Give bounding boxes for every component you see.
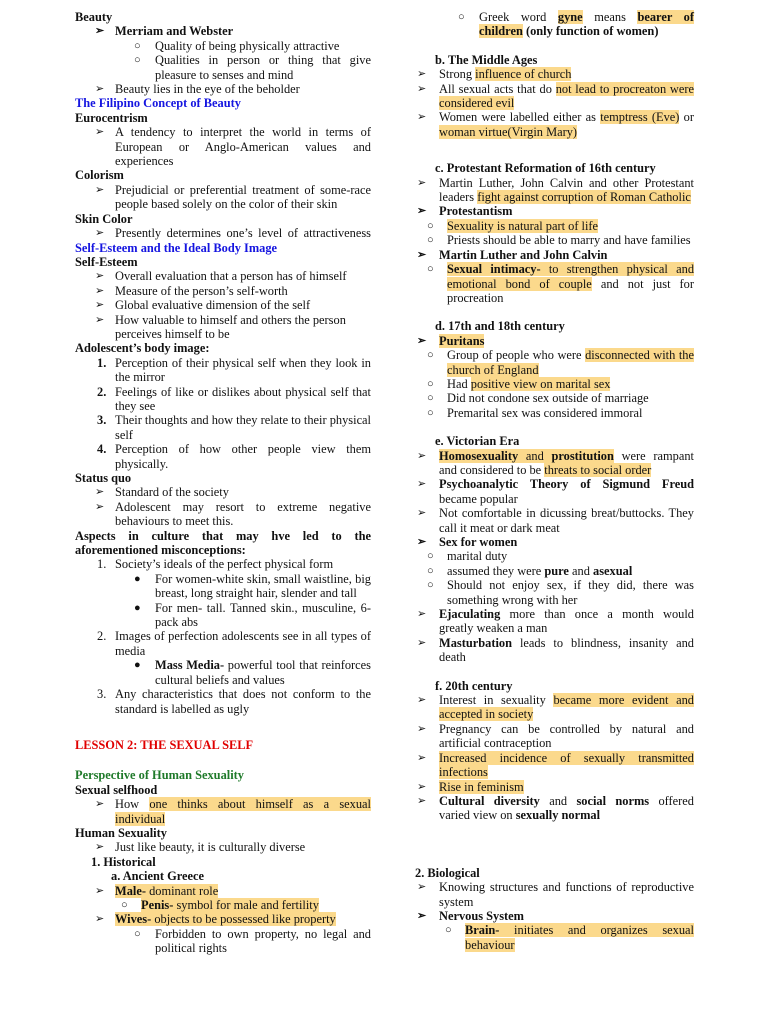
list-item: ➢ Strong influence of church <box>417 67 572 82</box>
circle-icon: ○ <box>458 11 465 23</box>
arrow-icon: ➢ <box>95 284 105 297</box>
list-item: ➢ How valuable to himself and others the person perceives himself to be <box>95 312 346 341</box>
list-item: ➢ Ejaculating more than once a month would greatly weaken a man <box>417 607 694 636</box>
arrow-icon: ➢ <box>417 608 427 621</box>
circle-icon: ○ <box>427 392 434 405</box>
list-item: ➢ How one thinks about himself as a sexual individual <box>95 797 371 826</box>
heading-middle-ages: b. The Middle Ages <box>435 52 538 67</box>
sub-item: ○ Brain- initiates and organizes sexual behaviour <box>445 923 694 952</box>
heading-perspective: Perspective of Human Sexuality <box>75 768 244 783</box>
heading-biological: 2. Biological <box>415 865 480 880</box>
heading-17th-18th-century: d. 17th and 18th century <box>435 319 565 334</box>
sub-item: ○ Had positive view on marital sex <box>427 376 611 391</box>
item-eurocentrism-def: ➢ A tendency to interpret the world in terms of European or Anglo-American values and experiences <box>95 125 371 169</box>
arrow-icon: ➢ <box>95 884 105 897</box>
sub-item: ○ Group of people who were disconnected with the church of England <box>427 348 694 377</box>
heading-self-esteem-body-image: Self-Esteem and the Ideal Body Image <box>75 240 278 255</box>
list-item: ➢ Homosexuality and prostitution were rampant and considered to be threats to social order <box>417 448 694 477</box>
list-item: ➢ Nervous System <box>417 908 525 923</box>
heading-beauty: Beauty <box>75 10 113 24</box>
bullet-icon: ● <box>134 572 141 585</box>
arrow-icon: ➢ <box>95 83 105 96</box>
heading-ancient-greece: a. Ancient Greece <box>111 869 205 884</box>
circle-icon: ○ <box>134 927 141 940</box>
circle-icon: ○ <box>134 54 141 67</box>
arrow-icon: ➢ <box>417 205 427 218</box>
arrow-icon: ➢ <box>417 881 427 894</box>
list-item: ➢ Increased incidence of sexually transmitted infections <box>417 750 694 780</box>
list-item: ➢ Women were labelled either as temptress (Eve) or woman virtue(Virgin Mary) <box>417 110 694 139</box>
arrow-icon: ➢ <box>95 227 105 240</box>
arrow-icon: ➢ <box>417 536 427 548</box>
arrow-icon: ➢ <box>417 449 427 462</box>
arrow-icon: ➢ <box>417 636 427 649</box>
sub-item: ○ Forbidden to own property, no legal and political rights <box>134 926 371 956</box>
circle-icon: ○ <box>427 377 434 390</box>
sub-item: ○ Sexual intimacy- to strengthen physical and emotional bond of couple and not just for procreation <box>427 262 695 305</box>
arrow-icon: ➢ <box>417 909 427 922</box>
arrow-icon: ➢ <box>95 913 105 926</box>
arrow-icon: ➢ <box>417 780 427 793</box>
arrow-icon: ➢ <box>417 722 427 735</box>
circle-icon: ○ <box>427 219 434 232</box>
sub-item: ○ marital duty <box>427 549 508 564</box>
sub-item: ○ Did not condone sex outside of marriage <box>427 391 649 406</box>
circle-icon: ○ <box>134 39 141 52</box>
sub-item: ○ Penis- symbol for male and fertility <box>121 897 319 912</box>
circle-icon: ○ <box>427 564 434 577</box>
item-colorism-def: ➢ Prejudicial or preferential treatment of some-race people based solely on the color of their skin <box>95 182 371 212</box>
bullet-icon: ● <box>134 659 141 672</box>
circle-icon: ○ <box>427 550 434 563</box>
sub-item: ○ Should not enjoy sex, if they did, there was something wrong with her <box>427 578 694 607</box>
list-item: ➢ All sexual acts that do not lead to procreaton were considered evil <box>417 81 695 111</box>
heading-adolescent-body-image: Adolescent’s body image: <box>75 341 210 356</box>
sub-item: ○ Sexuality is natural part of life <box>427 218 599 233</box>
circle-icon: ○ <box>427 406 434 419</box>
item-beholder: ➢ Beauty lies in the eye of the beholder <box>95 82 300 97</box>
heading-aspects-culture: Aspects in culture that may hve led to the aforementioned misconceptions: <box>75 528 371 558</box>
heading-colorism: Colorism <box>75 168 124 183</box>
numbered-item: 4. Perception of how other people view them physically. <box>97 442 371 471</box>
list-item: ➢ Psychoanalytic Theory of Sigmund Freud became popular <box>417 477 694 506</box>
sub-item-greek-word: ○ Greek word gyne means bearer of children (only function of women) <box>458 10 694 39</box>
arrow-icon: ➢ <box>417 334 427 347</box>
numbered-item: 3. Their thoughts and how they relate to their physical self <box>97 413 372 442</box>
arrow-icon: ➢ <box>95 183 105 196</box>
sub-item: ○ Premarital sex was considered immoral <box>427 405 643 420</box>
sub-item: ● Mass Media- powerful tool that reinforces cultural beliefs and values <box>134 658 372 687</box>
arrow-icon: ➢ <box>95 486 105 499</box>
list-item: ➢ Knowing structures and functions of reproductive system <box>417 880 694 909</box>
heading-protestant-reformation: c. Protestant Reformation of 16th century <box>435 161 656 176</box>
list-item: ➢ Measure of the person’s self-worth <box>95 283 288 298</box>
list-item: ➢ Pregnancy can be controlled by natural and artificial contraception <box>417 721 694 751</box>
arrow-icon: ➢ <box>95 25 105 38</box>
list-item: ➢ Masturbation leads to blindness, insanity and death <box>417 635 694 665</box>
list-item: ➢ Sex for women <box>417 535 518 549</box>
numbered-item: 3. Any characteristics that does not conform to the standard is labelled as ugly <box>97 687 371 716</box>
list-item: ➢ Rise in feminism <box>417 779 524 794</box>
left-column <box>75 10 371 956</box>
numbered-item: 2. Feelings of like or dislikes about physical self that they see <box>97 384 371 413</box>
arrow-icon: ➢ <box>95 270 105 283</box>
list-item: ➢ Adolescent may resort to extreme negative behaviours to meet this. <box>95 499 371 529</box>
numbered-item: 1. Society’s ideals of the perfect physical form <box>97 557 334 572</box>
heading-status-quo: Status quo <box>75 471 132 485</box>
arrow-icon: ➢ <box>95 500 105 513</box>
list-item: ➢ Not comfortable in dicussing breat/buttocks. They call it meat or dark meat <box>417 506 694 535</box>
list-item: ➢ Interest in sexuality became more evident and accepted in society <box>417 693 694 722</box>
circle-icon: ○ <box>427 234 434 247</box>
sub-item-definition: ○ Quality of being physically attractive <box>134 38 340 53</box>
arrow-icon: ➢ <box>95 798 105 811</box>
list-item: ➢ Male- dominant role <box>95 883 219 898</box>
arrow-icon: ➢ <box>417 694 427 707</box>
numbered-item: 2. Images of perfection adolescents see in all types of media <box>97 629 371 658</box>
list-item: ➢ Overall evaluation that a person has of himself <box>95 269 347 284</box>
heading-sexual-selfhood: Sexual selfhood <box>75 782 158 797</box>
sub-item: ● For men- tall. Tanned skin., musculine, 6-pack abs <box>134 600 371 630</box>
arrow-icon: ➢ <box>417 82 427 95</box>
list-item: ➢ Wives- objects to be possessed like property <box>95 912 336 927</box>
sub-item: ● For women-white skin, small waistline, big breast, long straight hair, slender and tall <box>134 571 371 601</box>
item-merriam-webster: ➢ Merriam and Webster <box>95 24 234 39</box>
heading-victorian-era: e. Victorian Era <box>435 434 520 449</box>
arrow-icon: ➢ <box>417 176 427 189</box>
arrow-icon: ➢ <box>417 794 427 807</box>
heading-filipino-beauty: The Filipino Concept of Beauty <box>75 96 241 111</box>
list-item: ➢ Cultural diversity and social norms offered varied view on sexually normal <box>417 793 694 823</box>
heading-skin-color: Skin Color <box>75 211 133 226</box>
list-item: ➢ Standard of the society <box>95 485 229 500</box>
heading-20th-century: f. 20th century <box>435 678 513 693</box>
numbered-item: 1. Perception of their physical self when they look in the mirror <box>97 355 371 385</box>
arrow-icon: ➢ <box>95 299 105 312</box>
right-column <box>415 10 694 952</box>
sub-item-definition: ○ Qualities in person or thing that give pleasure to senses and mind <box>134 53 371 82</box>
arrow-icon: ➢ <box>95 313 105 326</box>
arrow-icon: ➢ <box>417 248 427 261</box>
circle-icon: ○ <box>427 349 434 362</box>
list-item: ➢ Puritans <box>417 333 485 348</box>
circle-icon: ○ <box>121 898 128 911</box>
heading-human-sexuality: Human Sexuality <box>75 825 167 840</box>
list-item: ➢ Martin Luther, John Calvin and other Protestant leaders fight against corruption of Roman Catholic <box>417 175 694 205</box>
circle-icon: ○ <box>427 579 434 592</box>
lesson-title: LESSON 2: THE SEXUAL SELF <box>75 737 254 752</box>
circle-icon: ○ <box>427 263 434 276</box>
list-item: ➢ Global evaluative dimension of the self <box>95 298 311 313</box>
sub-item: ○ assumed they were pure and asexual <box>427 563 633 578</box>
arrow-icon: ➢ <box>95 841 105 854</box>
sub-item: ○ Priests should be able to marry and have families <box>427 233 691 248</box>
arrow-icon: ➢ <box>417 507 427 520</box>
item-skin-color-def: ➢ Presently determines one’s level of attractiveness <box>95 226 371 241</box>
heading-eurocentrism: Eurocentrism <box>75 110 148 125</box>
arrow-icon: ➢ <box>417 478 427 491</box>
arrow-icon: ➢ <box>417 68 427 81</box>
heading-historical: 1. Historical <box>91 854 156 869</box>
heading-self-esteem: Self-Esteem <box>75 254 138 269</box>
arrow-icon: ➢ <box>417 751 427 764</box>
arrow-icon: ➢ <box>417 111 427 124</box>
list-item: ➢ Martin Luther and John Calvin <box>417 247 608 262</box>
circle-icon: ○ <box>445 924 452 937</box>
bullet-icon: ● <box>134 601 141 614</box>
list-item: ➢ Just like beauty, it is culturally diverse <box>95 840 306 855</box>
arrow-icon: ➢ <box>95 126 105 139</box>
list-item: ➢ Protestantism <box>417 204 513 219</box>
